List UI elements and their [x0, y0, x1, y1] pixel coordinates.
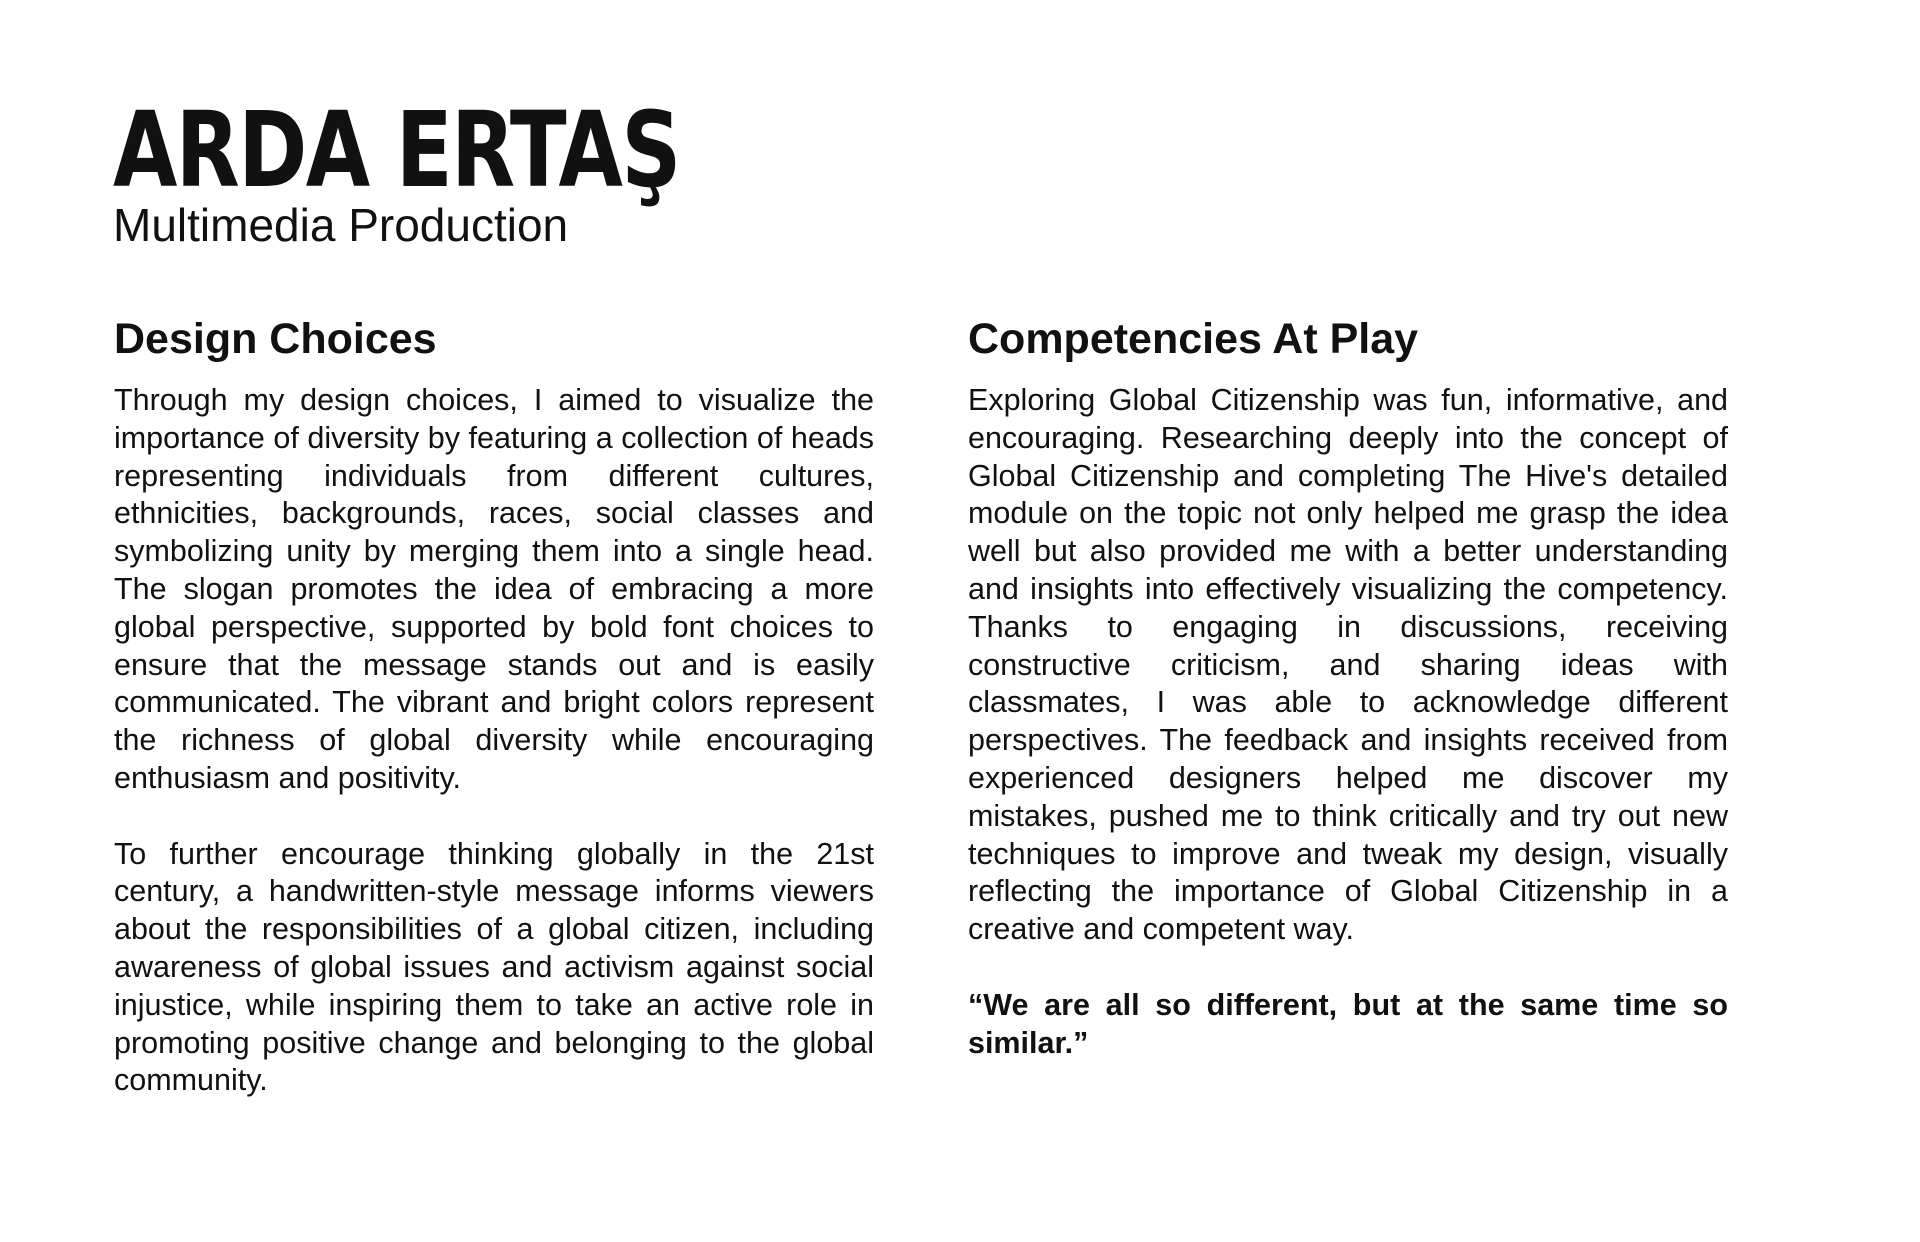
competencies-paragraph: Exploring Global Citizenship was fun, informative, and encouraging. Researching deeply into the concept of Global Citizenship and completing The Hive's detailed module on the topic not only helped me grasp the idea well but also provided me with a better understanding and insights into effectively visualizing the competency. Thanks to engaging in discussions, receiving constructive criticism, and sharing ideas with classmates, I was able to acknowledge different perspectives. The feedback and insights received from experienced designers helped me discover my mistakes, pushed me to think critically and try out new techniques to improve and tweak my design, visually reflecting the importance of Global Citizenship in a creative and competent way.	[968, 383, 1728, 947]
design-choices-heading: Design Choices	[114, 315, 437, 363]
page-header	[113, 89, 821, 251]
competencies-heading: Competencies At Play	[968, 315, 1419, 363]
design-choices-paragraph-1: Through my design choices, I aimed to visualize the importance of diversity by featuring a collection of heads representing individuals from different cultures, ethnicities, backgrounds, races, social classes and symbolizing unity by merging them into a single head. The slogan promotes the idea of embracing a more global perspective, supported by bold font choices to ensure that the message stands out and is easily communicated. The vibrant and bright colors represent the richness of global diversity while encouraging enthusiasm and positivity.	[114, 383, 874, 795]
author-name: ARDA ERTAŞ	[113, 89, 680, 211]
author-role: Multimedia Production	[113, 199, 569, 251]
competencies-section	[968, 314, 1728, 1062]
design-choices-paragraph-2: To further encourage thinking globally in the 21st century, a handwritten-style message informs viewers about the responsibilities of a global citizen, including awareness of global issues and activism against social injustice, while inspiring them to take an active role in promoting positive change and belonging to the global community.	[114, 836, 874, 1098]
design-choices-section	[114, 314, 874, 1100]
competencies-quote: “We are all so different, but at the same time so similar.”	[968, 987, 1728, 1060]
